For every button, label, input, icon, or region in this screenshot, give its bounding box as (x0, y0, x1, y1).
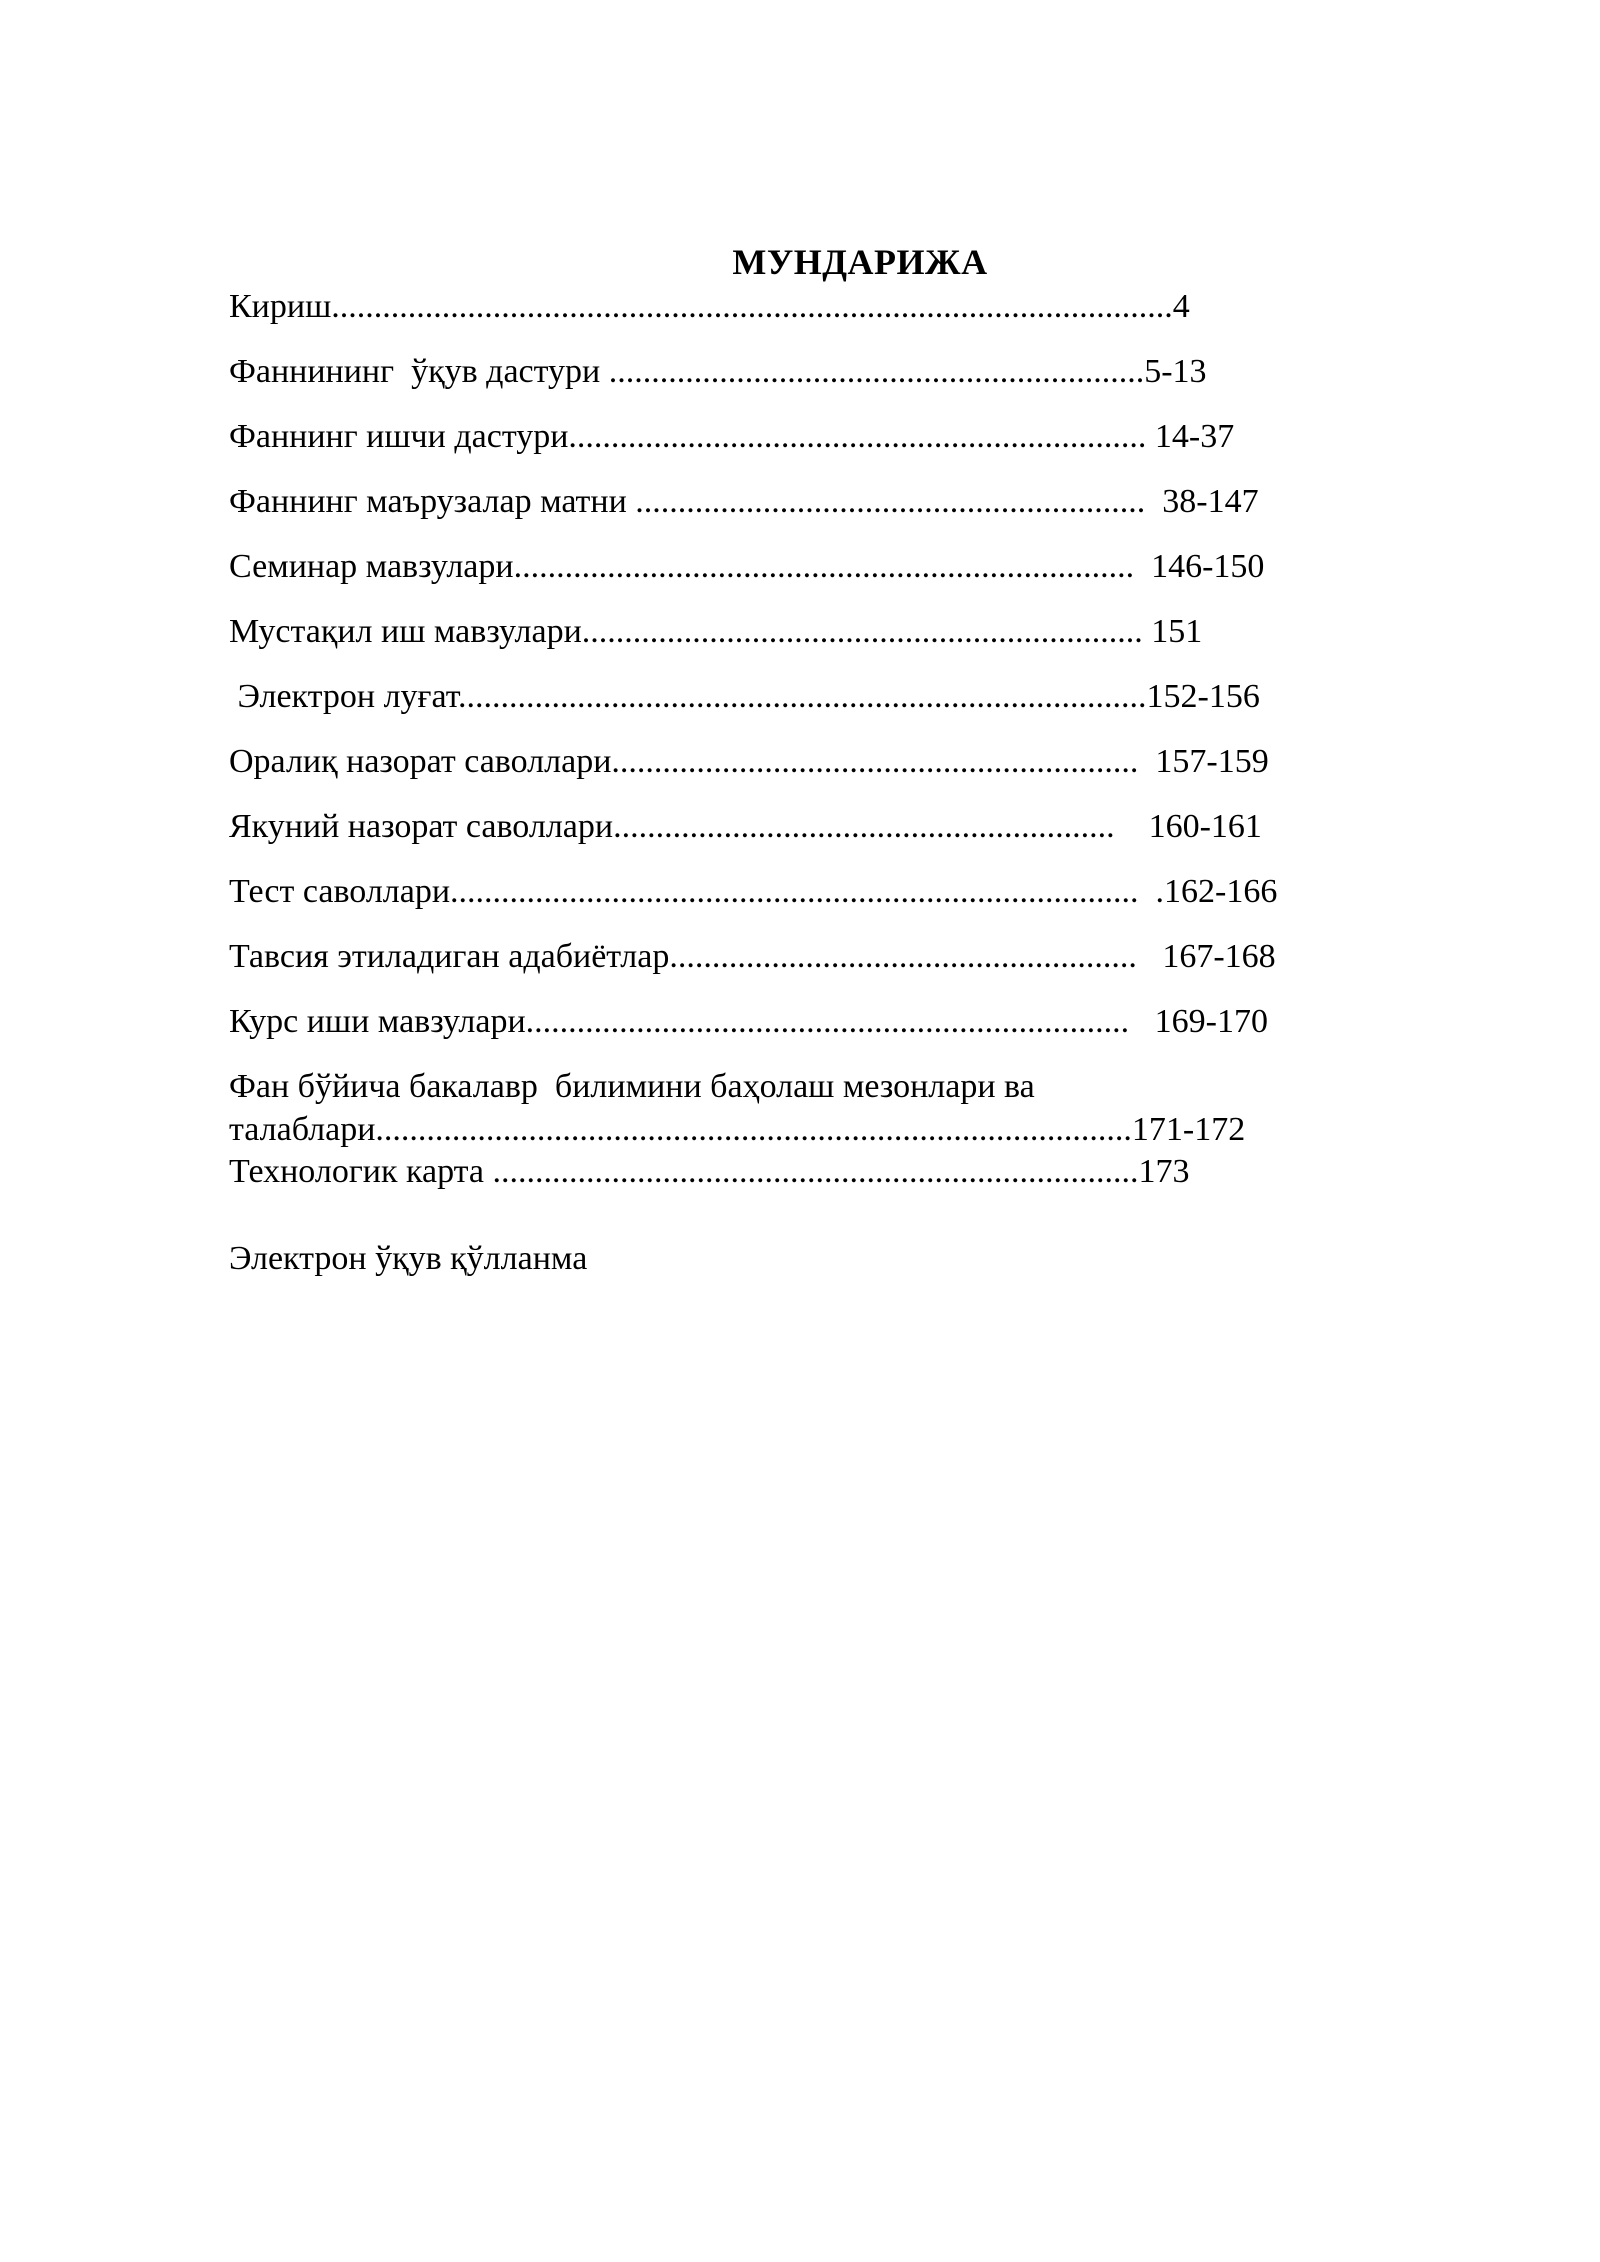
toc-entry-working-program: Фаннинг ишчи дастури.................................................................... 14-37 (229, 418, 1235, 455)
toc-entry-course-work: Курс иши мавзулари....................................................................... 169-170 (229, 1003, 1269, 1040)
toc-entry-final-questions: Якуний назорат саволлари........................................................... 160-161 (229, 808, 1262, 845)
toc-entry-assessment-criteria: Фан бўйича бакалавр билимини баҳолаш мезонлари ва (229, 1068, 1035, 1105)
toc-entry-glossary: Электрон луғат.................................................................................152-156 (229, 678, 1260, 715)
toc-entry-literature: Тавсия этиладиган адабиётлар....................................................... 167-168 (229, 938, 1276, 975)
toc-entry-introduction: Кириш...................................................................................................4 (229, 288, 1190, 325)
toc-entry-seminar-topics: Семинар мавзулари......................................................................... 146-150 (229, 548, 1265, 585)
toc-entry-independent-work: Мустақил иш мавзулари.................................................................. 151 (229, 613, 1203, 650)
toc-entry-curriculum: Фаннининг ўқув дастури ...............................................................5-13 (229, 353, 1207, 390)
toc-title: МУНДАРИЖА (732, 242, 988, 282)
toc-entry-assessment-criteria-cont: талаблари.........................................................................................171-172 (229, 1111, 1246, 1148)
toc-entry-midterm-questions: Оралиқ назорат саволлари.............................................................. 157-159 (229, 743, 1269, 780)
footer-note: Электрон ўқув қўлланма (229, 1240, 588, 1277)
toc-entry-technology-map: Технологик карта ............................................................................173 (229, 1153, 1190, 1190)
toc-entry-test-questions: Тест саволлари................................................................................. .162-166 (229, 873, 1278, 910)
toc-entry-lecture-text: Фаннинг маърузалар матни ............................................................ 38-147 (229, 483, 1259, 520)
